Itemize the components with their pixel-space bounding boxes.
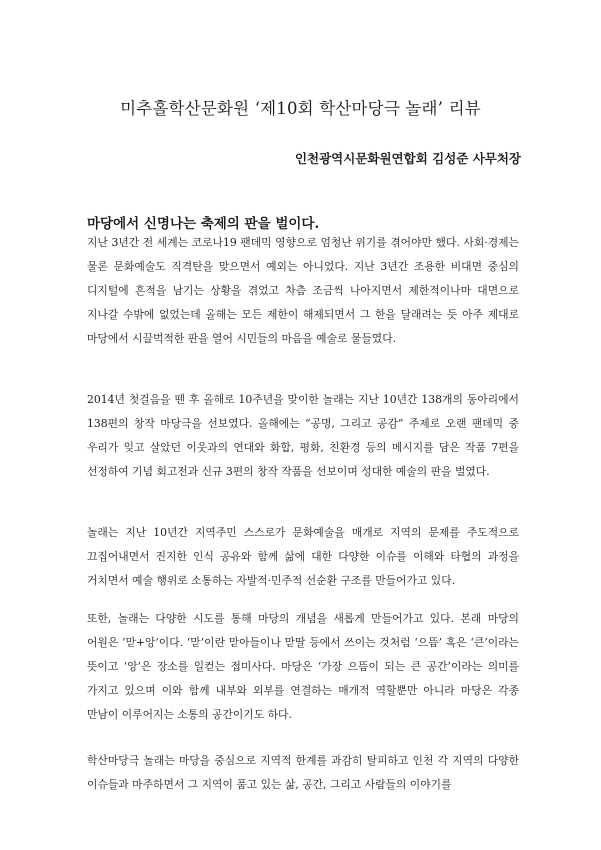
paragraph-3: 놀래는 지난 10년간 지역주민 스스로가 문화예술을 매개로 지역의 문제를 주도적으로 끄집어내면서 진지한 인식 공유와 함께 삶에 대한 다양한 이슈를 이해와 타협의 과정을 거치면서 예술 행위로 소통하는 자발적·민주적 선순환 구조를 만들어가고 있다. xyxy=(87,526,519,587)
paragraph-1: 지난 3년간 전 세계는 코로나19 팬데믹 영향으로 엄청난 위기를 겪어야만 했다. 사회·경제는 물론 문화예술도 직격탄을 맞으면서 예외는 아니었다. 지난 3년간 조용한 비대면 중심의 디지털에 흔적을 남기는 상황을 겪었고 차츰 조금씩 나아지면서 제한적이나마 대면으로 지나갈 수밖에 없었는데 올해는 모든 제한이 해제되면서 그 한을 달래려는 듯 아주 제대로 마당에서 시끌벅적한 판을 열어 시민들의 마음을 예술로 물들였다. xyxy=(87,236,519,345)
author-line: 인천광역시문화원연합회 김성준 사무처장 xyxy=(294,151,521,166)
paragraph-5: 학산마당극 놀래는 마당을 중심으로 지역적 한계를 과감히 탈피하고 인천 각 지역의 다양한 이슈들과 마주하면서 그 지역이 품고 있는 삶, 공간, 그리고 사람들의 이야기를 xyxy=(87,754,519,791)
document-title: 미추홀학산문화원 ‘제10회 학산마당극 놀래’ 리뷰 xyxy=(120,99,481,118)
section-heading: 마당에서 신명나는 축제의 판을 벌이다. xyxy=(87,216,320,232)
paragraph-2: 2014년 첫걸음을 뗀 후 올해로 10주년을 맞이한 놀래는 지난 10년간 138개의 동아리에서 138편의 창작 마당극을 선보였다. 올해에는 “공명, 그리고 공감” 주제로 오랜 팬데믹 중 우리가 잊고 살았던 이웃과의 연대와 화합, 평화, 친환경 등의 메시지를 담은 작품 7편을 선정하여 기념 회고전과 신규 3편의 창작 작품을 선보이며 성대한 예술의 판을 벌였다. xyxy=(87,393,519,478)
paragraph-4: 또한, 놀래는 다양한 시도를 통해 마당의 개념을 새롭게 만들어가고 있다. 본래 마당의 어원은 ‘맏+앙’이다. ‘맏’이란 맏아들이나 맏딸 등에서 쓰이는 것처럼 ‘으뜸’ 혹은 ‘큰’이라는 뜻이고 ‘앙’은 장소를 일컫는 접미사다. 마당은 ‘가장 으뜸이 되는 큰 공간’이라는 의미를 가지고 있으며 이와 함께 내부와 외부를 연결하는 매개적 역할뿐만 아니라 마당은 각종 만남이 이루어지는 소통의 공간이기도 하다. xyxy=(87,612,519,721)
